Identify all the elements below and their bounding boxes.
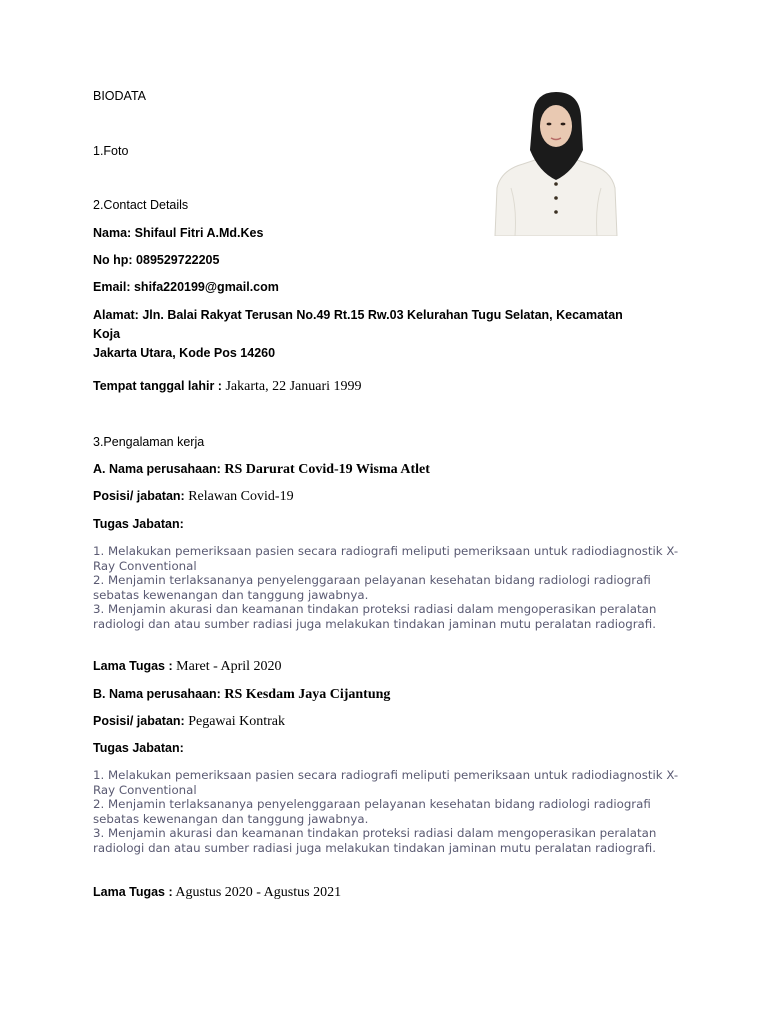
page-title: BIODATA — [93, 89, 147, 103]
birth-label: Tempat tanggal lahir : — [93, 379, 222, 393]
job-a-duration-label: Lama Tugas : — [93, 659, 173, 673]
job-b-task-list — [93, 768, 683, 856]
job-b-task-1: 1. Melakukan pemeriksaan pasien secara radiografi meliputi pemeriksaan untuk radiodiagnostik X-Ray Conventional — [93, 768, 679, 797]
job-b-position — [93, 713, 285, 730]
job-b-task-2: 2. Menjamin terlaksananya penyelenggaraan pelayanan kesehatan bidang radiologi radiografi sebatas kewenangan dan tanggung jawabnya. — [93, 797, 651, 826]
address-line-1: Alamat: Jln. Balai Rakyat Terusan No.49 Rt.15 Rw.03 Kelurahan Tugu Selatan, Kecamatan Koja — [93, 308, 623, 341]
job-a-position-value: Relawan Covid-19 — [184, 489, 294, 504]
job-a-company-value: RS Darurat Covid-19 Wisma Atlet — [220, 462, 430, 477]
address-line-2: Jakarta Utara, Kode Pos 14260 — [93, 346, 276, 360]
job-b-duration-value: Agustus 2020 - Agustus 2021 — [172, 885, 342, 900]
job-b-task-3: 3. Menjamin akurasi dan keamanan tindakan proteksi radiasi dalam mengoperasikan peralatan radiologi dan atau sumber radiasi juga melakukan tindakan jaminan mutu peralatan radiografi. — [93, 826, 657, 855]
job-b-tasks-label: Tugas Jabatan: — [93, 741, 184, 755]
job-a-task-2: 2. Menjamin terlaksananya penyelenggaraan pelayanan kesehatan bidang radiologi radiografi sebatas kewenangan dan tanggung jawabnya. — [93, 573, 651, 602]
section-experience: 3.Pengalaman kerja — [93, 435, 205, 449]
section-contact-details: 2.Contact Details — [93, 198, 189, 212]
job-a-position-label: Posisi/ jabatan: — [93, 489, 185, 503]
job-a-company-label: A. Nama perusahaan: — [93, 462, 221, 476]
job-a-duration-value: Maret - April 2020 — [172, 659, 282, 674]
job-b-company — [93, 686, 390, 703]
job-b-company-value: RS Kesdam Jaya Cijantung — [220, 687, 391, 702]
birth-value: Jakarta, 22 Januari 1999 — [221, 379, 362, 394]
contact-name: Nama: Shifaul Fitri A.Md.Kes — [93, 226, 264, 240]
job-a-position — [93, 488, 294, 505]
job-a-task-list — [93, 544, 683, 632]
contact-phone: No hp: 089529722205 — [93, 253, 220, 267]
contact-address — [93, 306, 653, 363]
job-b-position-value: Pegawai Kontrak — [184, 714, 286, 729]
section-foto: 1.Foto — [93, 144, 129, 158]
birth-place-date — [93, 378, 362, 395]
job-a-duration — [93, 658, 282, 675]
job-a-tasks-label: Tugas Jabatan: — [93, 517, 184, 531]
contact-email: Email: shifa220199@gmail.com — [93, 280, 279, 294]
job-a-company — [93, 461, 430, 478]
job-b-duration — [93, 884, 341, 901]
job-b-company-label: B. Nama perusahaan: — [93, 687, 221, 701]
portrait-photo-icon — [493, 88, 619, 236]
job-b-position-label: Posisi/ jabatan: — [93, 714, 185, 728]
job-a-task-1: 1. Melakukan pemeriksaan pasien secara radiografi meliputi pemeriksaan untuk radiodiagnostik X-Ray Conventional — [93, 544, 679, 573]
job-b-duration-label: Lama Tugas : — [93, 885, 173, 899]
job-a-task-3: 3. Menjamin akurasi dan keamanan tindakan proteksi radiasi dalam mengoperasikan peralatan radiologi dan atau sumber radiasi juga melakukan tindakan jaminan mutu peralatan radiografi. — [93, 602, 657, 631]
